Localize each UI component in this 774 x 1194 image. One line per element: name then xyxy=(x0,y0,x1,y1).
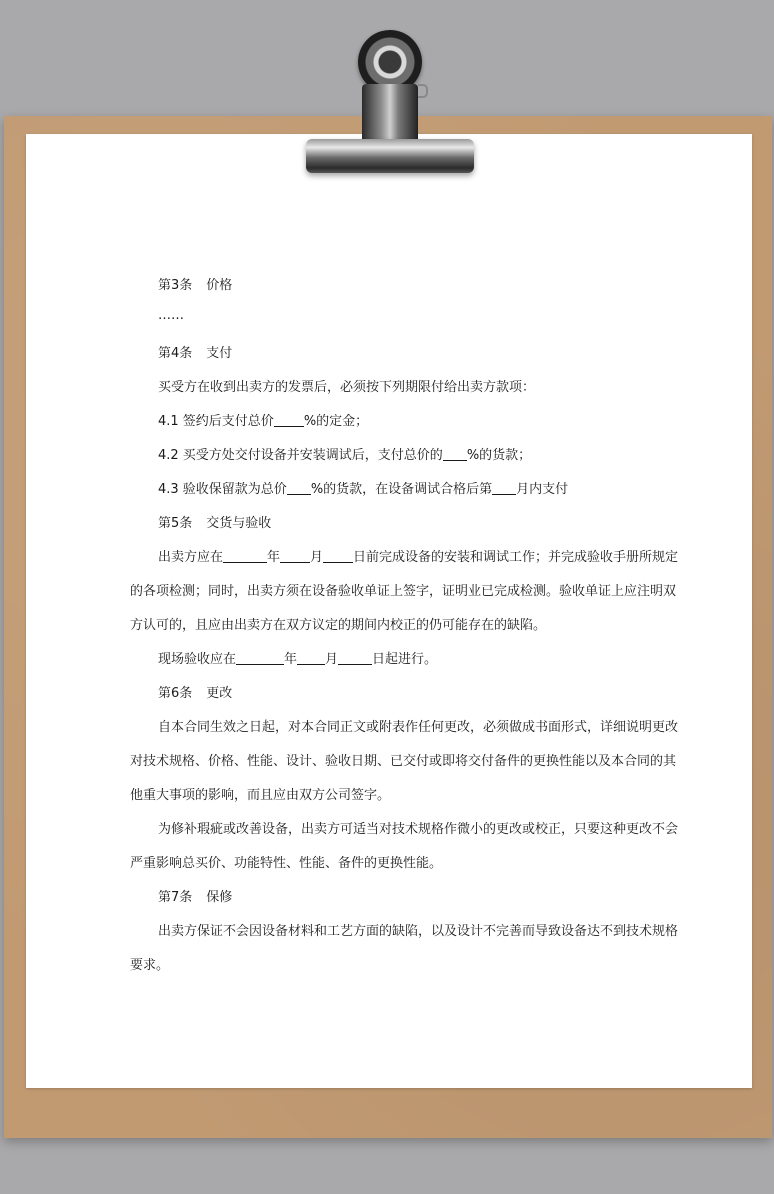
article-4-heading xyxy=(158,342,232,361)
blank-field xyxy=(297,652,325,665)
clause-text: 4.3 验收保留款为总价 xyxy=(158,482,287,497)
paper-sheet xyxy=(26,134,752,1088)
clause-text: %的货款； xyxy=(466,448,532,463)
blank-field xyxy=(274,414,304,427)
payment-intro: 买受方在收到出卖方的发票后，必须按下列期限付给出卖方款项： xyxy=(158,380,536,395)
article-6-para-2: 为修补瑕疵或改善设备，出卖方可适当对技术规格作微小的更改或校正，只要这种更改不会 xyxy=(158,822,679,837)
article-title: 保修 xyxy=(206,890,233,905)
para-text: 出卖方应在 xyxy=(158,550,224,565)
article-number: 第4条 xyxy=(158,346,193,361)
article-title: 价格 xyxy=(206,278,233,293)
ellipsis: …… xyxy=(158,308,184,323)
article-7-para-1-cont: 要求。 xyxy=(130,958,170,973)
blank-field xyxy=(287,482,311,495)
article-6-para-1-cont: 他重大事项的影响，而且应由双方公司签字。 xyxy=(130,788,391,803)
para-text: 日前完成设备的安装和调试工作；并完成验收手册所规定 xyxy=(353,550,679,565)
article-6-heading xyxy=(158,682,232,701)
clause-text: 4.1 签约后支付总价 xyxy=(158,414,274,429)
clause-text: 月内支付 xyxy=(516,482,569,497)
blank-field xyxy=(223,550,267,563)
article-3-heading xyxy=(158,274,232,293)
clause-4-1 xyxy=(158,410,368,429)
article-title: 更改 xyxy=(206,686,233,701)
article-number: 第3条 xyxy=(158,278,193,293)
article-6-para-2-cont: 严重影响总买价、功能特性、性能、备件的更换性能。 xyxy=(130,856,443,871)
article-5-para-1-cont: 的各项检测；同时，出卖方须在设备验收单证上签字，证明业已完成检测。验收单证上应注明双 xyxy=(130,584,677,599)
blank-field xyxy=(323,550,353,563)
clause-text: %的货款，在设备调试合格后第 xyxy=(310,482,493,497)
article-number: 第7条 xyxy=(158,890,193,905)
clause-4-2 xyxy=(158,444,531,463)
blank-field xyxy=(338,652,372,665)
blank-field xyxy=(443,448,467,461)
blank-field xyxy=(492,482,516,495)
clause-4-3 xyxy=(158,478,568,497)
para-text: 年 xyxy=(267,550,281,565)
article-number: 第5条 xyxy=(158,516,193,531)
para-text: 现场验收应在 xyxy=(158,652,237,667)
clip-wire-icon xyxy=(418,84,428,98)
clause-text: %的定金； xyxy=(303,414,369,429)
clip-bar-icon xyxy=(306,139,474,173)
blank-field xyxy=(280,550,310,563)
article-7-heading xyxy=(158,886,232,905)
article-5-para-1 xyxy=(158,546,678,565)
para-text: 月 xyxy=(325,652,339,667)
clause-text: 4.2 买受方处交付设备并安装调试后，支付总价的 xyxy=(158,448,443,463)
article-title: 支付 xyxy=(206,346,233,361)
article-5-para-2 xyxy=(158,648,437,667)
article-7-para-1: 出卖方保证不会因设备材料和工艺方面的缺陷，以及设计不完善而导致设备达不到技术规格 xyxy=(158,924,679,939)
para-text: 年 xyxy=(284,652,298,667)
article-5-heading xyxy=(158,512,271,531)
para-text: 月 xyxy=(310,550,324,565)
article-6-para-1: 自本合同生效之日起，对本合同正文或附表作任何更改，必须做成书面形式，详细说明更改 xyxy=(158,720,679,735)
blank-field xyxy=(236,652,284,665)
article-5-para-1-cont: 方认可的，且应由出卖方在双方议定的期间内校正的仍可能存在的缺陷。 xyxy=(130,618,547,633)
article-title: 交货与验收 xyxy=(206,516,272,531)
para-text: 日起进行。 xyxy=(372,652,438,667)
article-6-para-1-cont: 对技术规格、价格、性能、设计、验收日期、已交付或即将交付备件的更换性能以及本合同的其 xyxy=(130,754,677,769)
article-number: 第6条 xyxy=(158,686,193,701)
